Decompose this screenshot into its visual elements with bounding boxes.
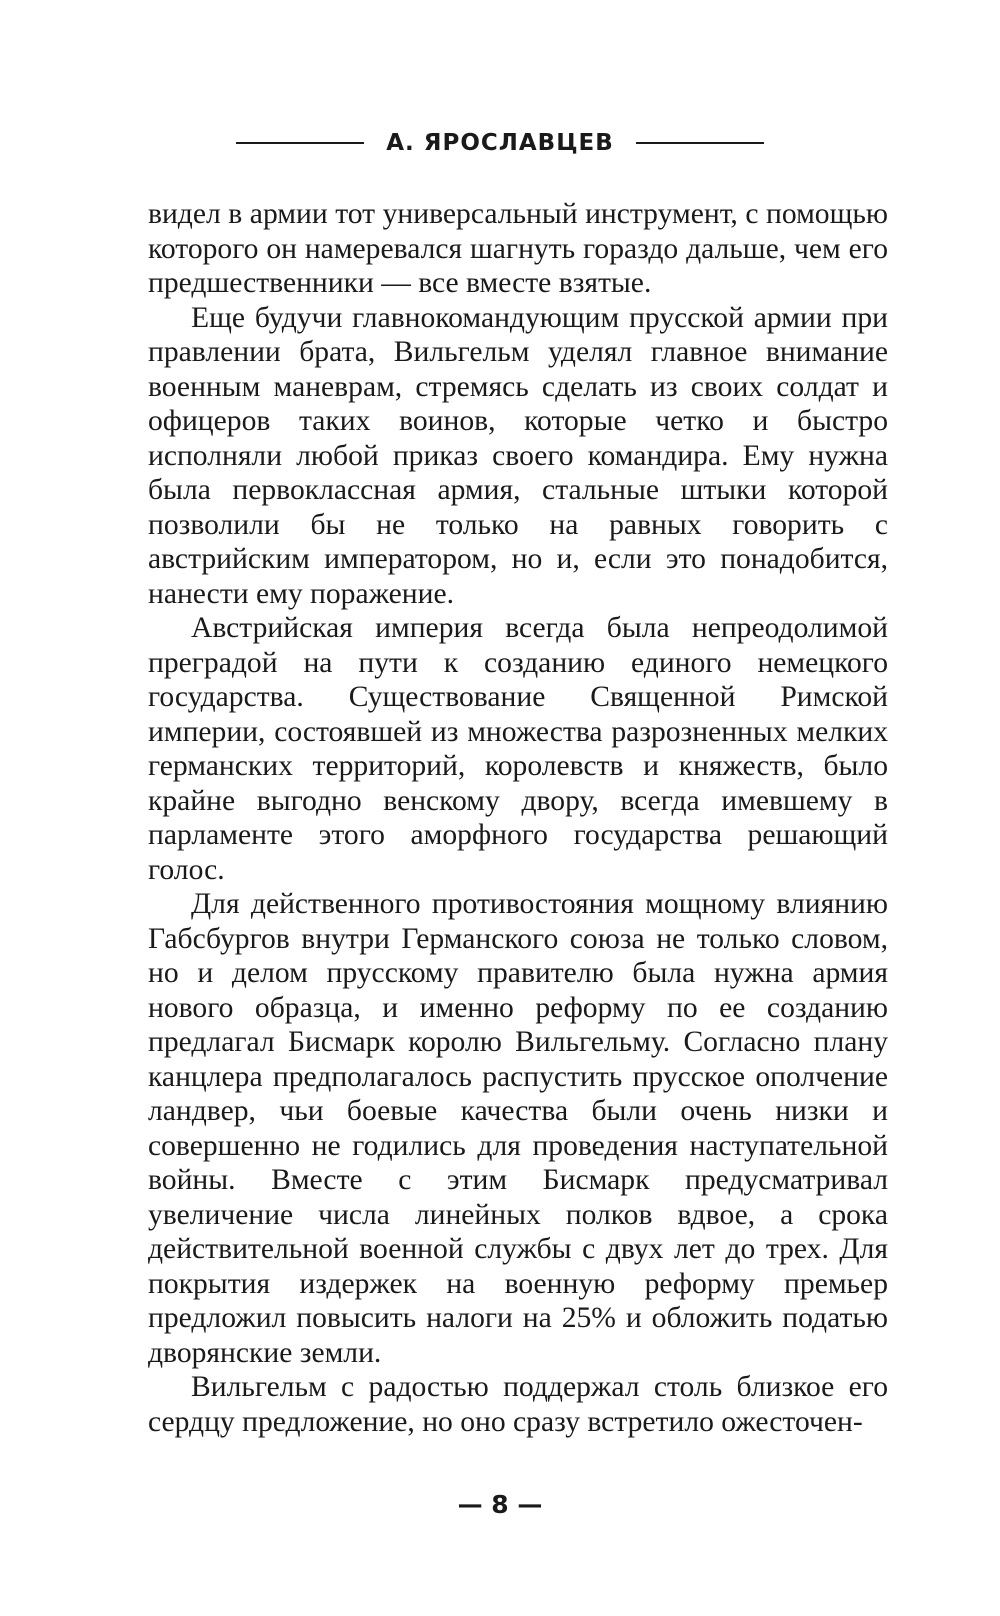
page-number: — 8 —: [457, 1490, 543, 1519]
header-rule-right: [636, 142, 764, 144]
running-head-author: А. ЯРОСЛАВЦЕВ: [386, 130, 614, 156]
paragraph: Австрийская империя всегда была непреодолимой преградой на пути к созданию единого немецкого государства. Существование Священной Римской империи, состоявшей из множества разрозненных мелких германских территорий, королевств и княжеств, было крайне выгодно венскому двору, всегда имевшему в парламенте этого аморфного государства решающий голос.: [148, 612, 888, 886]
paragraph: видел в армии тот универсальный инструмент, с помощью которого он намеревался шагнуть гораздо дальше, чем его предшественники — все вместе взятые.: [148, 198, 888, 299]
header-rule-left: [236, 142, 364, 144]
paragraph: Вильгельм с радостью поддержал столь близкое его сердцу предложение, но оно сразу встретило ожесточен-: [148, 1371, 888, 1438]
body-text: [148, 197, 888, 1439]
paragraph: Для действенного противостояния мощному влиянию Габсбургов внутри Германского союза не только словом, но и делом прусскому правителю была нужна армия нового образца, и именно реформу по ее созданию предлагал Бисмарк королю Вильгельму. Согласно плану канцлера предполагалось распустить прусское ополчение ландвер, чьи боевые качества были очень низки и совершенно не годились для проведения наступательной войны. Вместе с этим Бисмарк предусматривал увеличение числа линейных полков вдвое, а срока действительной военной службы с двух лет до трех. Для покрытия издержек на военную реформу премьер предложил повысить налоги на 25% и обложить податью дворянские земли.: [148, 888, 888, 1369]
paragraph: Еще будучи главнокомандующим прусской армии при правлении брата, Вильгельм уделял главное внимание военным маневрам, стремясь сделать из своих солдат и офицеров таких воинов, которые четко и быстро исполняли любой приказ своего командира. Ему нужна была первоклассная армия, стальные штыки которой позволили бы не только на равных говорить с австрийским императором, но и, если это понадобится, нанести ему поражение.: [148, 301, 888, 610]
running-head: [0, 128, 1000, 158]
